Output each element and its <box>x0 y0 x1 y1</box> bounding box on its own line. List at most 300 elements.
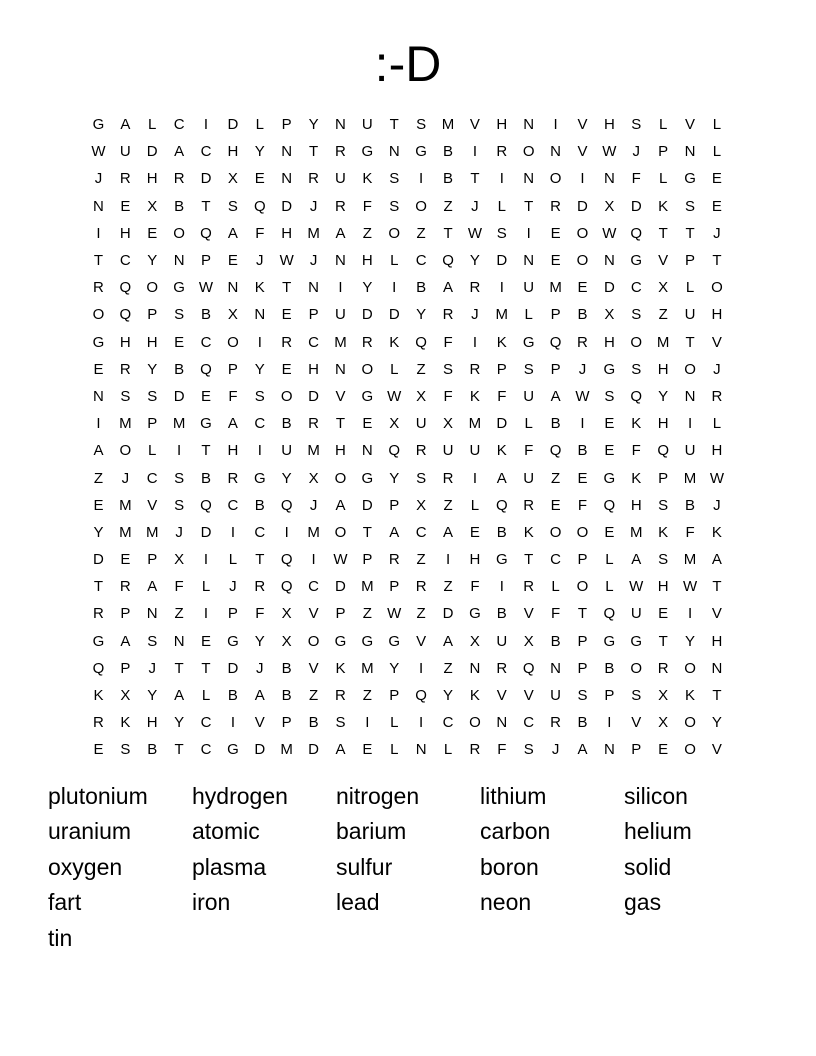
grid-letter: R <box>308 170 319 188</box>
grid-letter: P <box>120 659 131 677</box>
grid-letter: A <box>93 442 104 460</box>
grid-letter: D <box>281 197 293 215</box>
grid-letter: R <box>469 360 481 378</box>
grid-row <box>85 165 731 192</box>
grid-letter: N <box>684 143 696 161</box>
grid-letter: H <box>146 714 158 732</box>
grid-letter: Z <box>658 306 668 324</box>
grid-letter: A <box>335 496 346 514</box>
grid-row <box>85 410 731 437</box>
grid-letter: V <box>308 605 319 623</box>
grid-letter: L <box>470 496 480 514</box>
grid-letter: B <box>604 659 615 677</box>
grid-letter: D <box>496 252 508 270</box>
grid-letter: K <box>335 659 346 677</box>
word-list-item: fart <box>48 889 82 916</box>
grid-letter: E <box>577 469 588 487</box>
grid-letter: C <box>227 496 239 514</box>
grid-letter: L <box>255 116 264 134</box>
grid-letter: G <box>361 632 374 650</box>
grid-letter: A <box>335 741 346 759</box>
grid-letter: R <box>254 578 266 596</box>
grid-letter: T <box>470 170 480 188</box>
grid-letter: V <box>469 116 480 134</box>
grid-letter: N <box>335 252 346 270</box>
grid-letter: H <box>630 496 642 514</box>
grid-letter: H <box>119 333 131 351</box>
grid-letter: I <box>526 224 531 242</box>
grid-letter: S <box>416 469 427 487</box>
grid-letter: H <box>308 360 319 378</box>
grid-letter: L <box>524 415 533 433</box>
grid-letter: L <box>551 578 560 596</box>
grid-letter: N <box>469 659 481 677</box>
grid-row <box>85 138 731 165</box>
grid-letter: B <box>174 197 185 215</box>
grid-letter: J <box>148 659 156 677</box>
grid-letter: M <box>683 551 697 569</box>
grid-letter: I <box>177 442 182 460</box>
grid-row <box>85 655 731 682</box>
grid-letter: B <box>201 469 212 487</box>
grid-letter: G <box>227 741 239 759</box>
grid-letter: E <box>362 741 373 759</box>
grid-letter: R <box>496 143 508 161</box>
grid-letter: Z <box>308 687 319 705</box>
grid-letter: B <box>550 632 561 650</box>
grid-row <box>85 682 731 709</box>
grid-letter: T <box>93 252 104 270</box>
grid-letter: H <box>657 578 669 596</box>
grid-letter: N <box>93 387 104 405</box>
grid-letter: R <box>657 659 669 677</box>
grid-letter: A <box>443 523 454 541</box>
grid-letter: C <box>442 714 454 732</box>
grid-letter: X <box>174 551 185 569</box>
grid-letter: T <box>712 687 722 705</box>
grid-letter: Q <box>630 387 643 405</box>
grid-letter: E <box>604 523 615 541</box>
grid-letter: M <box>334 333 347 351</box>
grid-letter: E <box>550 224 561 242</box>
grid-letter: B <box>577 442 588 460</box>
grid-letter: U <box>361 116 373 134</box>
grid-letter: M <box>119 496 132 514</box>
grid-letter: V <box>658 252 669 270</box>
grid-letter: B <box>147 741 158 759</box>
grid-letter: W <box>467 224 482 242</box>
grid-letter: L <box>685 279 695 297</box>
grid-row <box>85 329 731 356</box>
grid-letter: T <box>712 252 722 270</box>
grid-letter: S <box>577 687 588 705</box>
grid-letter: N <box>173 252 185 270</box>
grid-letter: S <box>389 170 400 188</box>
grid-letter: I <box>472 469 477 487</box>
grid-letter: J <box>309 252 318 270</box>
grid-letter: H <box>603 333 615 351</box>
grid-letter: B <box>550 415 561 433</box>
grid-letter: C <box>119 252 131 270</box>
word-list-item: gas <box>624 889 662 916</box>
grid-letter: T <box>174 741 184 759</box>
grid-letter: W <box>333 551 348 569</box>
grid-letter: F <box>497 387 507 405</box>
grid-letter: C <box>523 714 535 732</box>
grid-letter: A <box>631 551 642 569</box>
grid-letter: M <box>495 306 509 324</box>
grid-letter: V <box>711 605 722 623</box>
grid-letter: L <box>228 551 238 569</box>
grid-letter: O <box>684 714 696 732</box>
grid-letter: A <box>227 415 238 433</box>
grid-letter: T <box>443 224 453 242</box>
grid-letter: P <box>550 360 561 378</box>
grid-letter: D <box>173 387 185 405</box>
grid-letter: F <box>362 197 372 215</box>
grid-letter: Z <box>416 360 426 378</box>
grid-letter: Y <box>174 714 185 732</box>
grid-letter: Z <box>362 605 372 623</box>
grid-letter: L <box>390 252 399 270</box>
grid-letter: O <box>415 197 427 215</box>
grid-letter: G <box>603 360 616 378</box>
grid-letter: E <box>201 387 212 405</box>
grid-letter: P <box>631 741 642 759</box>
grid-letter: P <box>577 551 588 569</box>
grid-letter: Y <box>281 469 292 487</box>
grid-letter: R <box>335 143 346 161</box>
word-list-item: lead <box>336 889 380 916</box>
word-list-item: uranium <box>48 818 132 845</box>
grid-letter: K <box>93 687 104 705</box>
grid-letter: O <box>469 714 481 732</box>
grid-letter: O <box>684 360 696 378</box>
grid-letter: G <box>92 333 105 351</box>
grid-letter: Z <box>443 496 453 514</box>
grid-letter: F <box>524 442 534 460</box>
grid-letter: J <box>632 143 640 161</box>
grid-letter: I <box>392 279 397 297</box>
grid-letter: W <box>387 605 402 623</box>
grid-letter: R <box>469 741 481 759</box>
grid-letter: P <box>685 252 696 270</box>
grid-letter: Y <box>254 360 265 378</box>
grid-letter: I <box>96 224 101 242</box>
grid-letter: X <box>281 605 292 623</box>
grid-letter: T <box>712 578 722 596</box>
grid-letter: T <box>577 605 588 623</box>
word-list-item: boron <box>480 853 539 880</box>
grid-letter: H <box>711 306 723 324</box>
word-list-item: plasma <box>192 853 267 880</box>
grid-letter: H <box>711 632 723 650</box>
grid-letter: W <box>198 279 214 297</box>
grid-letter: R <box>550 714 561 732</box>
grid-letter: X <box>604 306 615 324</box>
grid-letter: N <box>281 143 293 161</box>
grid-letter: Q <box>388 442 401 460</box>
word-list <box>48 778 768 956</box>
grid-letter: P <box>147 551 158 569</box>
grid-letter: E <box>711 197 722 215</box>
grid-letter: B <box>174 360 185 378</box>
grid-letter: G <box>684 170 696 188</box>
grid-letter: C <box>308 578 319 596</box>
grid-letter: T <box>335 415 346 433</box>
grid-letter: M <box>549 279 562 297</box>
grid-letter: Q <box>415 687 427 705</box>
grid-letter: G <box>388 632 401 650</box>
grid-letter: E <box>469 523 480 541</box>
grid-letter: O <box>280 387 293 405</box>
grid-letter: E <box>227 252 238 270</box>
word-list-item: iron <box>192 889 231 916</box>
grid-letter: J <box>256 659 264 677</box>
grid-letter: H <box>146 170 158 188</box>
grid-letter: M <box>361 578 374 596</box>
grid-letter: G <box>469 605 481 623</box>
grid-letter: B <box>443 170 454 188</box>
grid-letter: Q <box>549 333 562 351</box>
grid-letter: Q <box>280 578 293 596</box>
grid-letter: R <box>93 279 104 297</box>
grid-letter: I <box>203 116 209 134</box>
grid-letter: F <box>255 605 265 623</box>
grid-letter: B <box>308 714 319 732</box>
grid-letter: O <box>576 578 589 596</box>
grid-letter: R <box>361 333 373 351</box>
grid-letter: S <box>685 197 696 215</box>
grid-letter: X <box>227 170 238 188</box>
grid-letter: M <box>307 523 320 541</box>
grid-letter: P <box>577 632 588 650</box>
grid-letter: U <box>523 387 535 405</box>
grid-letter: P <box>577 659 588 677</box>
grid-letter: B <box>496 605 507 623</box>
grid-letter: U <box>281 442 293 460</box>
grid-letter: Z <box>443 197 453 215</box>
grid-letter: E <box>281 306 292 324</box>
grid-letter: I <box>257 333 262 351</box>
grid-letter: E <box>174 333 185 351</box>
grid-letter: N <box>550 143 561 161</box>
grid-letter: N <box>146 605 158 623</box>
grid-letter: H <box>469 551 481 569</box>
grid-letter: R <box>442 469 454 487</box>
grid-letter: K <box>523 523 534 541</box>
grid-letter: U <box>684 442 696 460</box>
grid-letter: E <box>147 224 158 242</box>
word-list-item: hydrogen <box>192 782 288 809</box>
grid-letter: D <box>496 415 508 433</box>
grid-letter: E <box>362 415 373 433</box>
grid-letter: R <box>577 333 588 351</box>
grid-letter: G <box>334 632 347 650</box>
grid-letter: I <box>687 605 693 623</box>
grid-letter: U <box>523 279 535 297</box>
grid-letter: M <box>119 415 132 433</box>
grid-letter: Q <box>549 442 562 460</box>
grid-letter: G <box>630 632 643 650</box>
grid-letter: M <box>630 523 643 541</box>
grid-letter: N <box>173 632 185 650</box>
grid-letter: C <box>415 523 427 541</box>
grid-letter: C <box>200 714 212 732</box>
grid-letter: H <box>657 360 669 378</box>
grid-letter: H <box>227 442 239 460</box>
grid-letter: N <box>684 387 696 405</box>
grid-letter: S <box>227 197 238 215</box>
grid-letter: V <box>711 333 722 351</box>
grid-letter: D <box>200 170 212 188</box>
grid-letter: N <box>93 197 104 215</box>
grid-letter: O <box>92 306 105 324</box>
grid-letter: G <box>92 116 105 134</box>
grid-letter: N <box>415 741 427 759</box>
grid-letter: G <box>361 469 374 487</box>
grid-letter: Q <box>442 252 454 270</box>
grid-row <box>85 301 731 328</box>
grid-row <box>85 437 731 464</box>
grid-letter: S <box>631 360 642 378</box>
grid-letter: A <box>147 578 158 596</box>
grid-letter: P <box>658 469 669 487</box>
grid-letter: O <box>576 224 589 242</box>
grid-letter: F <box>497 741 507 759</box>
grid-letter: I <box>607 714 612 732</box>
grid-letter: K <box>254 279 265 297</box>
grid-letter: Q <box>92 659 105 677</box>
grid-letter: K <box>685 687 696 705</box>
grid-letter: S <box>658 496 669 514</box>
grid-letter: E <box>201 632 212 650</box>
grid-letter: M <box>683 469 697 487</box>
grid-letter: O <box>630 659 643 677</box>
grid-letter: L <box>712 415 722 433</box>
grid-letter: G <box>92 632 105 650</box>
grid-letter: M <box>145 523 159 541</box>
grid-letter: G <box>253 469 266 487</box>
grid-letter: X <box>308 469 319 487</box>
grid-letter: X <box>658 714 669 732</box>
grid-letter: T <box>174 659 184 677</box>
grid-letter: O <box>630 333 643 351</box>
grid-letter: V <box>577 143 588 161</box>
grid-letter: M <box>361 659 374 677</box>
grid-letter: I <box>365 714 370 732</box>
grid-letter: G <box>603 469 616 487</box>
grid-letter: P <box>335 605 346 623</box>
grid-row <box>85 356 731 383</box>
grid-letter: D <box>361 496 373 514</box>
grid-row <box>85 464 731 491</box>
grid-letter: P <box>389 496 400 514</box>
grid-letter: N <box>254 306 266 324</box>
grid-letter: L <box>497 197 506 215</box>
grid-letter: S <box>658 551 669 569</box>
grid-letter: Q <box>253 197 266 215</box>
word-list-item: solid <box>624 853 672 880</box>
grid-letter: S <box>389 197 400 215</box>
grid-letter: A <box>443 632 454 650</box>
grid-letter: Z <box>416 551 426 569</box>
grid-letter: H <box>227 143 239 161</box>
grid-row <box>85 492 731 519</box>
grid-letter: S <box>147 632 158 650</box>
grid-letter: D <box>200 523 212 541</box>
grid-letter: W <box>602 143 617 161</box>
grid-letter: O <box>684 741 696 759</box>
grid-letter: O <box>119 442 132 460</box>
grid-letter: O <box>684 659 696 677</box>
grid-letter: L <box>148 116 157 134</box>
grid-letter: R <box>550 197 561 215</box>
grid-letter: Z <box>362 224 372 242</box>
grid-letter: C <box>630 279 642 297</box>
grid-letter: N <box>523 170 535 188</box>
grid-letter: R <box>119 578 131 596</box>
grid-row <box>85 709 731 736</box>
grid-letter: S <box>120 387 131 405</box>
grid-letter: J <box>229 578 237 596</box>
grid-letter: G <box>361 387 374 405</box>
grid-letter: O <box>361 360 374 378</box>
grid-letter: D <box>630 197 642 215</box>
grid-letter: R <box>523 496 535 514</box>
grid-letter: M <box>307 224 320 242</box>
grid-letter: I <box>96 415 101 433</box>
grid-letter: V <box>308 659 319 677</box>
grid-letter: R <box>308 415 319 433</box>
grid-letter: W <box>279 252 294 270</box>
grid-letter: X <box>523 632 534 650</box>
grid-letter: Q <box>522 659 535 677</box>
grid-letter: T <box>362 523 372 541</box>
grid-letter: S <box>496 224 507 242</box>
grid-letter: X <box>604 197 615 215</box>
grid-letter: E <box>711 170 722 188</box>
grid-letter: R <box>388 551 400 569</box>
grid-letter: N <box>550 659 561 677</box>
grid-letter: T <box>93 578 104 596</box>
grid-letter: F <box>228 387 238 405</box>
grid-letter: T <box>201 442 211 460</box>
grid-letter: B <box>254 496 265 514</box>
grid-letter: V <box>685 116 696 134</box>
grid-letter: J <box>471 306 479 324</box>
grid-letter: Z <box>551 469 561 487</box>
grid-letter: D <box>361 306 373 324</box>
grid-row <box>85 274 731 301</box>
grid-letter: O <box>576 523 589 541</box>
grid-letter: Z <box>93 469 104 487</box>
grid-letter: J <box>551 741 560 759</box>
word-list-item: plutonium <box>48 782 148 809</box>
grid-letter: G <box>361 143 374 161</box>
grid-letter: D <box>93 551 104 569</box>
grid-letter: K <box>362 170 373 188</box>
grid-letter: S <box>631 687 642 705</box>
grid-letter: R <box>93 605 104 623</box>
grid-row <box>85 220 731 247</box>
grid-letter: H <box>361 252 373 270</box>
grid-letter: Z <box>443 659 453 677</box>
grid-letter: O <box>576 252 589 270</box>
grid-letter: A <box>254 687 265 705</box>
grid-letter: R <box>281 333 293 351</box>
grid-letter: Y <box>308 116 319 134</box>
